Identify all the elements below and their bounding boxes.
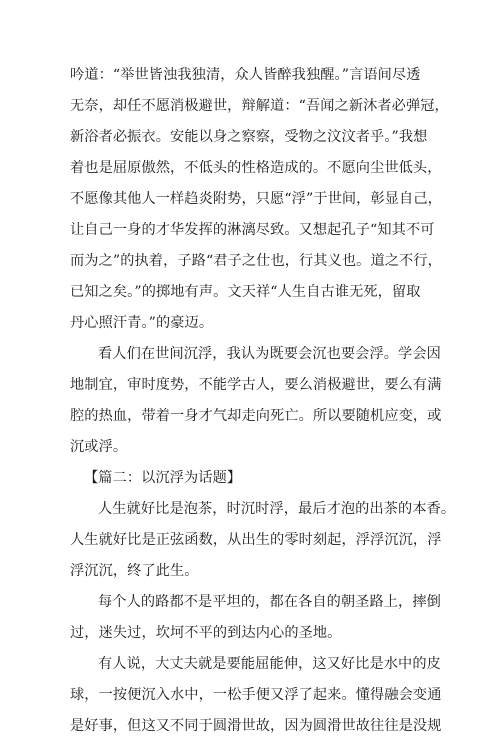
text-line: 球，一按便沉入水中，一松手便又浮了起来。懂得融会变通: [70, 687, 442, 703]
paragraph-4: [70, 587, 441, 649]
document-body: [70, 60, 456, 742]
text-line: 是好事，但这又不同于圆滑世故，因为圆滑世故往往是没规: [70, 718, 442, 734]
text-line: 已知之矣。”的掷地有声。文天祥“人生自古谁无死，留取: [70, 284, 421, 300]
text-line: 看人们在世间沉浮，我认为既要会沉也要会浮。学会因: [98, 346, 441, 362]
text-line: 有人说，大丈夫就是要能屈能伸，这又好比是水中的皮: [98, 656, 441, 672]
text-line: 地制宜，审时度势，不能学古人，要么消极避世，要么有满: [70, 377, 442, 393]
text-line: 沉或浮。: [70, 439, 128, 455]
section-heading: 【篇二：以沉浮为话题】: [84, 470, 242, 486]
text-line: 着也是屈原傲然，不低头的性格造成的。不愿向尘世低头，: [70, 160, 442, 176]
text-line: 丹心照汗青。”的豪迈。: [70, 315, 214, 331]
text-line: 每个人的路都不是平坦的，都在各自的朝圣路上，摔倒: [98, 594, 441, 610]
text-line: 新浴者必振衣。安能以身之察察，受物之汶汶者乎。”我想: [70, 129, 428, 145]
text-line: 人生就好比是泡茶，时沉时浮，最后才泡的出茶的本香。: [98, 501, 456, 517]
text-line: 而为之”的执着，子路“君子之仕也，行其义也。道之不行，: [70, 253, 442, 269]
text-line: 不愿像其他人一样趋炎附势，只愿“浮”于世间，彰显自己，: [70, 191, 442, 207]
text-line: 人生就好比是正弦函数，从出生的零时刻起，浮浮沉沉，浮: [70, 532, 442, 548]
paragraph-1: [70, 60, 449, 339]
text-line: 浮沉沉，终了此生。: [70, 563, 199, 579]
text-line: 让自己一身的才华发挥的淋漓尽致。又想起孔子“知其不可: [70, 222, 435, 238]
paragraph-5: [70, 649, 442, 742]
paragraph-2: [70, 339, 442, 463]
text-line: 腔的热血，带着一身才气却走向死亡。所以要随机应变，或: [70, 408, 442, 424]
text-line: 吟道：“举世皆浊我独清，众人皆醉我独醒。”言语间尽透: [70, 67, 421, 83]
text-line: 无奈，却任不愿消极避世，辩解道：“吾闻之新沐者必弹冠，: [70, 98, 449, 114]
text-line: 过，迷失过，坎坷不平的到达内心的圣地。: [70, 625, 342, 641]
paragraph-3: [70, 494, 456, 587]
